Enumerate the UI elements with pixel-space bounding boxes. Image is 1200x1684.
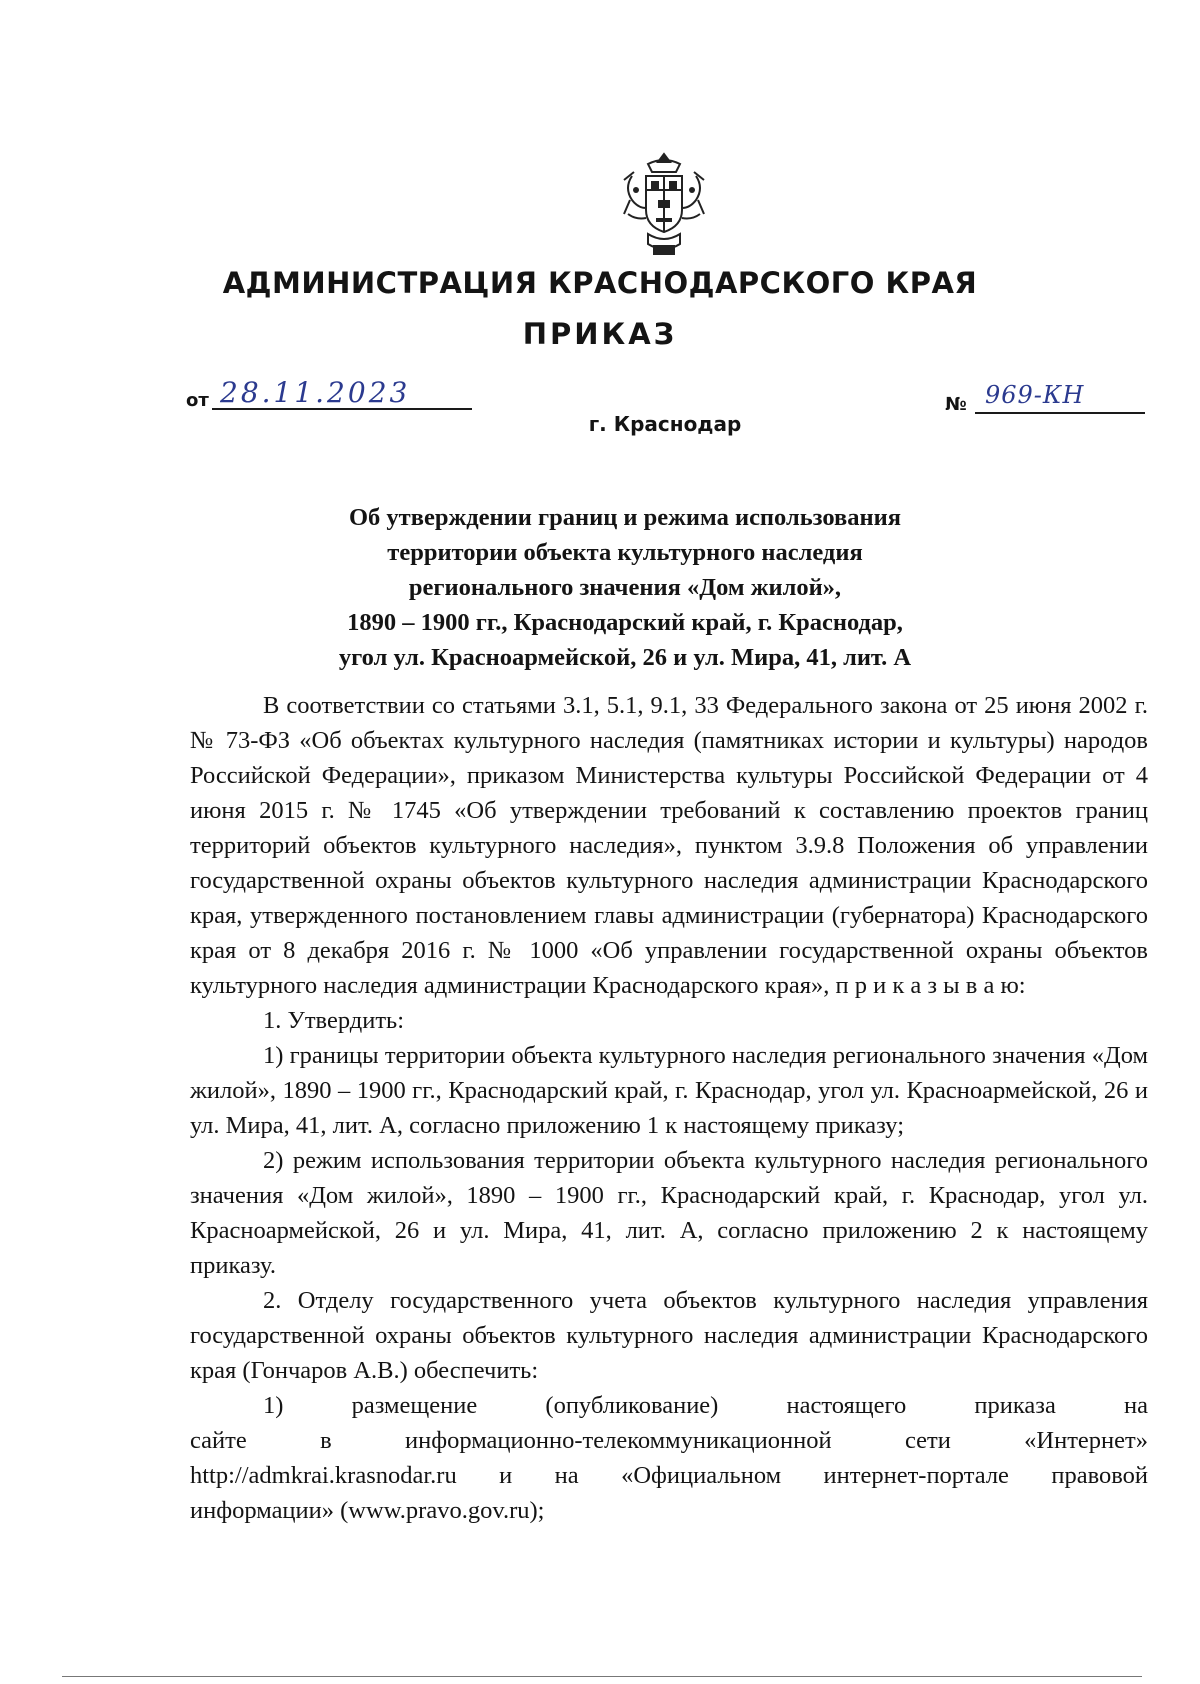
date-prefix: от: [186, 390, 209, 411]
item-2: 2. Отделу государственного учета объектов культурного наследия управления государственной охраны объектов культурного наследия администрации Краснодарского края (Гончаров А.В.) обеспечить:: [190, 1287, 1148, 1384]
preamble-text: В соответствии со статьями 3.1, 5.1, 9.1, 33 Федерального закона от 25 июня 2002 г. № 73-ФЗ «Об объектах культурного наследия (памятниках истории и культуры) народов Российской Федерации», приказом Министерства культуры Российской Федерации от 4 июня 2015 г. № 1745 «Об утверждении требований к составлению проектов границ территорий объектов культурного наследия», пунктом 3.9.8 Положения об управлении государственной охраны объектов культурного наследия администрации Краснодарского края, утвержденного постановлением главы администрации (губернатора) Краснодарского края от 8 декабря 2016 г. № 1000 «Об управлении государственной охраны объектов культурного наследия администрации Краснодарского края»,: [190, 692, 1148, 999]
title-line: регионального значения «Дом жилой»,: [408, 574, 842, 601]
item-2-1: [190, 1388, 1148, 1528]
item-2-1-line: http://admkrai.krasnodar.ru и на «Официальном интернет-портале правовой: [190, 1462, 1148, 1489]
title-line: 1890 – 1900 гг., Краснодарский край, г. Краснодар,: [347, 609, 903, 636]
organization-name: АДМИНИСТРАЦИЯ КРАСНОДАРСКОГО КРАЯ: [222, 266, 978, 300]
coat-of-arms-emblem: [618, 150, 710, 258]
document-type: ПРИКАЗ: [522, 317, 678, 351]
item-2-1-line: информации» (www.pravo.gov.ru);: [190, 1497, 545, 1524]
item-2-1-line: сайте в информационно-телекоммуникационной сети «Интернет»: [190, 1427, 1148, 1454]
item-1: 1. Утвердить:: [263, 1007, 405, 1034]
title-line: угол ул. Красноармейской, 26 и ул. Мира, 41, лит. А: [338, 644, 912, 671]
preamble-paragraph: [190, 688, 1148, 1003]
order-word: п р и к а з ы в а ю:: [835, 972, 1026, 999]
item-1-1: 1) границы территории объекта культурного наследия регионального значения «Дом жилой», 1890 – 1900 гг., Краснодарский край, г. Краснодар, угол ул. Красноармейской, 26 и ул. Мира, 41, лит. А, согласно приложению 1 к настоящему приказу;: [190, 1042, 1148, 1139]
title-line: территории объекта культурного наследия: [387, 539, 863, 566]
item-1-2: 2) режим использования территории объекта культурного наследия регионального значения «Дом жилой», 1890 – 1900 гг., Краснодарский край, г. Краснодар, угол ул. Красноармейской, 26 и ул. Мира, 41, лит. А, согласно приложению 2 к настоящему приказу.: [190, 1147, 1148, 1279]
item-2-1-line: 1) размещение (опубликование) настоящего приказа на: [263, 1392, 1148, 1419]
scan-bottom-edge: [62, 1676, 1142, 1677]
date-underline: [212, 408, 472, 410]
title-line: Об утверждении границ и режима использования: [349, 504, 901, 531]
document-body: [190, 688, 1148, 1528]
city: г. Краснодар: [588, 412, 742, 436]
handwritten-number: 969-КН: [985, 381, 1085, 409]
number-prefix: №: [945, 394, 967, 415]
document-title: [250, 500, 1000, 675]
handwritten-date: 28.11.2023: [220, 376, 411, 409]
